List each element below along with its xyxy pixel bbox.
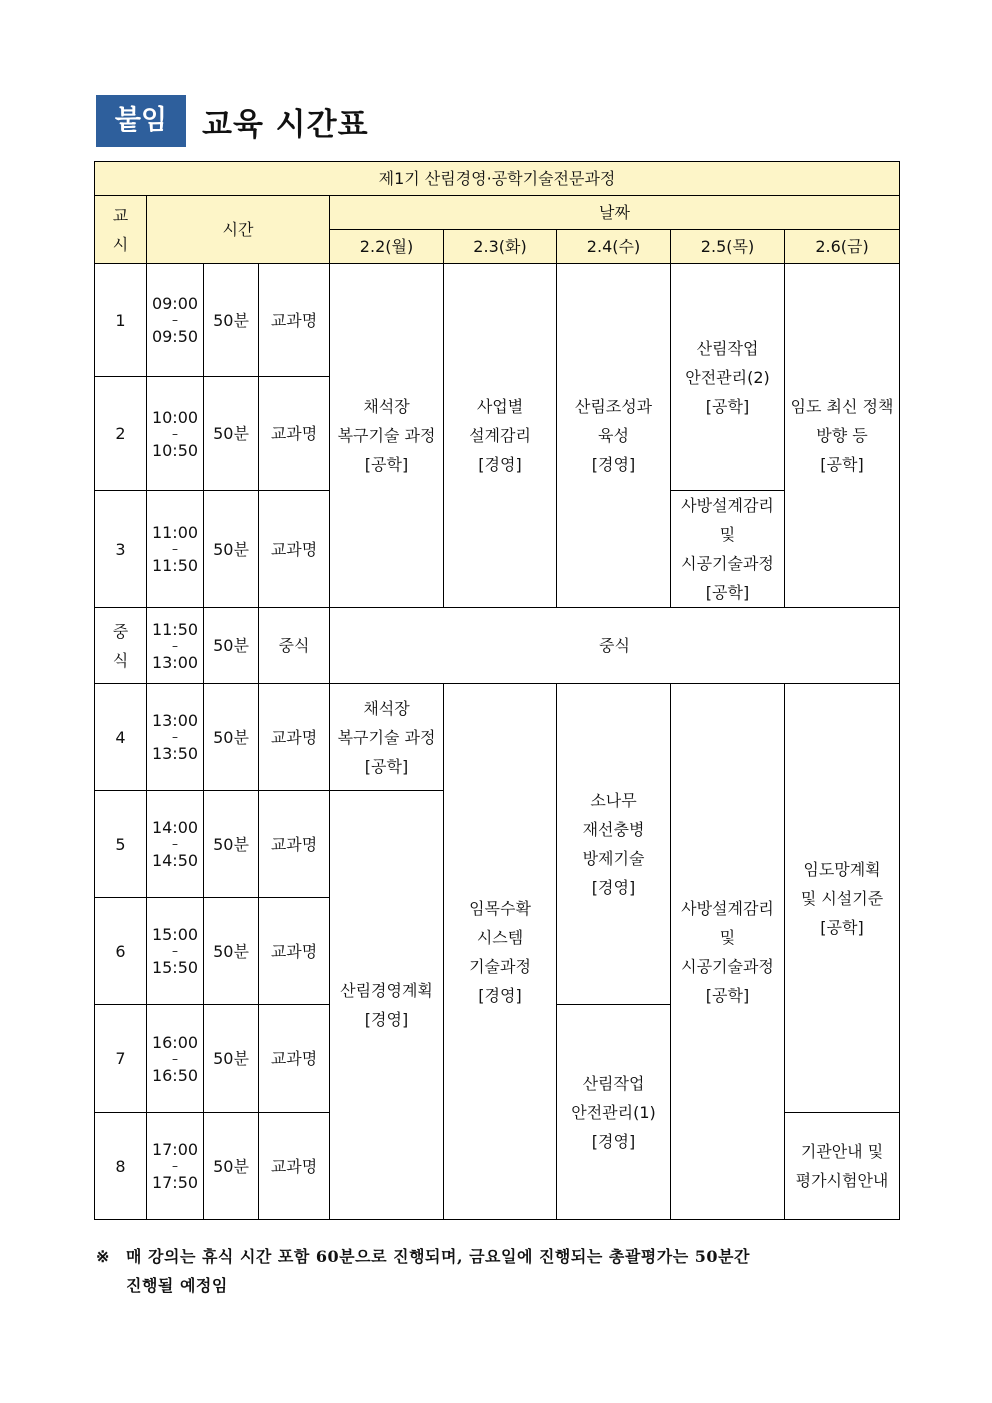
course-line: 시스템 [476,927,524,947]
time-dash: – [172,313,178,327]
kind-cell: 교과명 [259,264,330,377]
course-line: [공학] [705,583,750,602]
course-cell [785,264,900,608]
time-dash: – [172,944,178,958]
kind-cell: 교과명 [259,1113,330,1220]
course-line: 설계감리 [469,426,531,445]
course-line: 채석장 [363,698,410,718]
time-start: 10:00 [151,407,199,427]
duration-cell: 50분 [204,377,259,491]
duration-cell: 50분 [204,491,259,608]
kind-cell: 교과명 [259,684,330,791]
period-label: 식 [112,650,129,670]
course-line: 복구기술 과정 [337,727,436,747]
course-cell [330,684,444,791]
kind-cell: 교과명 [259,491,330,608]
time-dash: – [172,638,178,653]
time-range-cell [147,1113,204,1220]
period-cell: 3 [95,491,147,608]
kind-cell: 중식 [259,608,330,684]
course-title: 제1기 산림경영·공학기술전문과정 [95,162,900,196]
duration-cell: 50분 [204,608,259,684]
day-header: 2.4(수) [557,230,671,264]
time-start: 11:00 [151,523,199,542]
course-line: 및 [719,525,736,544]
course-line: 안전관리(2) [685,367,770,387]
time-dash: – [172,542,178,556]
course-line: 임도 최신 정책 [790,397,894,416]
period-cell: 7 [95,1005,147,1113]
course-line: 및 [719,927,736,947]
course-cell [330,791,444,1220]
day-header: 2.6(금) [785,230,900,264]
note-line-2: 진행될 예정임 [126,1276,228,1295]
duration-cell: 50분 [204,1113,259,1220]
period-label: 중 [112,621,129,641]
course-line: 방향 등 [816,426,868,445]
time-start: 14:00 [151,818,199,837]
course-cell [557,684,671,1005]
lunch-cell: 중식 [330,608,900,684]
course-line: [공학] [705,985,750,1005]
period-header-top: 교 [112,205,129,225]
course-cell [330,264,444,608]
time-end: 11:50 [151,556,199,575]
course-cell [671,264,785,491]
course-line: [경영] [591,878,636,897]
course-line: 임도망계획 [803,859,881,879]
day-header: 2.3(화) [444,230,557,264]
course-line: 산림조성과 [574,397,653,416]
course-line: 시공기술과정 [681,554,774,573]
timetable [94,161,900,1220]
time-start: 17:00 [151,1140,199,1159]
time-dash: – [172,730,178,744]
kind-cell: 교과명 [259,791,330,898]
course-line: 사방설계감리 [681,496,774,515]
time-start: 13:00 [151,711,199,730]
period-cell: 6 [95,898,147,1005]
time-start: 15:00 [151,925,199,944]
time-range-cell [147,377,204,491]
period-cell: 5 [95,791,147,898]
time-range-cell [147,684,204,791]
course-cell [671,491,785,608]
time-end: 17:50 [151,1173,199,1192]
duration-cell: 50분 [204,264,259,377]
time-range-cell [147,264,204,377]
day-header: 2.2(월) [330,230,444,264]
time-dash: – [172,837,178,851]
course-cell [444,264,557,608]
table-row [95,264,900,377]
course-cell [557,264,671,608]
duration-cell: 50분 [204,1005,259,1113]
table-row [95,608,900,684]
course-line: 복구기술 과정 [337,426,436,445]
course-line: 사방설계감리 [681,898,774,918]
course-line: 산림작업 [696,338,759,358]
note-mark: ※ [96,1247,110,1266]
course-line: 및 시설기준 [800,888,884,908]
table-row [95,684,900,791]
time-end: 15:50 [151,958,199,977]
course-line: 시공기술과정 [681,956,774,976]
time-range-cell [147,608,204,684]
time-dash: – [172,426,178,441]
course-line: 산림작업 [582,1073,645,1093]
time-dash: – [172,1051,178,1066]
date-header: 날짜 [330,196,900,230]
course-line: 소나무 [590,791,637,810]
time-start: 09:00 [151,294,199,313]
period-cell: 1 [95,264,147,377]
attachment-badge: 붙임 [96,95,186,147]
course-line: [경영] [364,1010,409,1029]
kind-cell: 교과명 [259,898,330,1005]
time-range-cell [147,1005,204,1113]
course-line: 산림경영계획 [340,981,433,1000]
time-header: 시간 [147,196,330,264]
course-line: 사업별 [476,397,524,416]
note-line-1: 매 강의는 휴식 시간 포함 60분으로 진행되며, 금요일에 진행되는 총괄평가는 50분간 [126,1247,750,1266]
time-range-cell [147,491,204,608]
day-header: 2.5(목) [671,230,785,264]
time-end: 09:50 [151,327,199,346]
course-line: [경영] [591,1131,636,1151]
course-line: 방제기술 [582,849,645,868]
kind-cell: 교과명 [259,377,330,491]
course-line: [공학] [705,396,750,416]
course-line: [공학] [364,455,409,474]
course-line: [공학] [820,455,864,474]
duration-cell: 50분 [204,684,259,791]
duration-cell: 50분 [204,791,259,898]
time-end: 13:00 [151,652,199,672]
course-line: 임목수확 [469,898,531,918]
duration-cell: 50분 [204,898,259,1005]
time-end: 16:50 [151,1065,199,1085]
course-cell [557,1005,671,1220]
period-header-bottom: 시 [112,234,129,254]
period-cell: 4 [95,684,147,791]
course-line: [공학] [820,917,864,937]
course-line: [경영] [478,455,522,474]
time-range-cell [147,791,204,898]
time-range-cell [147,898,204,1005]
course-line: 평가시험안내 [795,1171,889,1190]
course-line: 채석장 [363,397,410,416]
course-line: 안전관리(1) [571,1102,656,1122]
course-cell [671,684,785,1220]
period-cell [95,608,147,684]
course-line: 재선충병 [582,820,645,839]
footnote [96,1242,901,1300]
period-cell: 2 [95,377,147,491]
course-line: [경영] [591,455,636,474]
course-cell [785,1113,900,1220]
course-cell [444,684,557,1220]
time-dash: – [172,1159,178,1173]
course-line: 기술과정 [469,956,531,976]
period-cell: 8 [95,1113,147,1220]
course-line: 육성 [598,426,629,445]
course-cell [785,684,900,1113]
time-end: 14:50 [151,851,199,870]
course-line: [공학] [364,756,409,776]
course-line: 기관안내 및 [800,1142,884,1161]
page-title: 교육 시간표 [202,106,369,143]
time-end: 10:50 [151,440,199,460]
course-line: [경영] [478,985,522,1005]
time-start: 11:50 [151,619,199,639]
time-end: 13:50 [151,744,199,763]
heading [96,95,369,147]
kind-cell: 교과명 [259,1005,330,1113]
period-header [95,196,147,264]
time-start: 16:00 [151,1032,199,1052]
